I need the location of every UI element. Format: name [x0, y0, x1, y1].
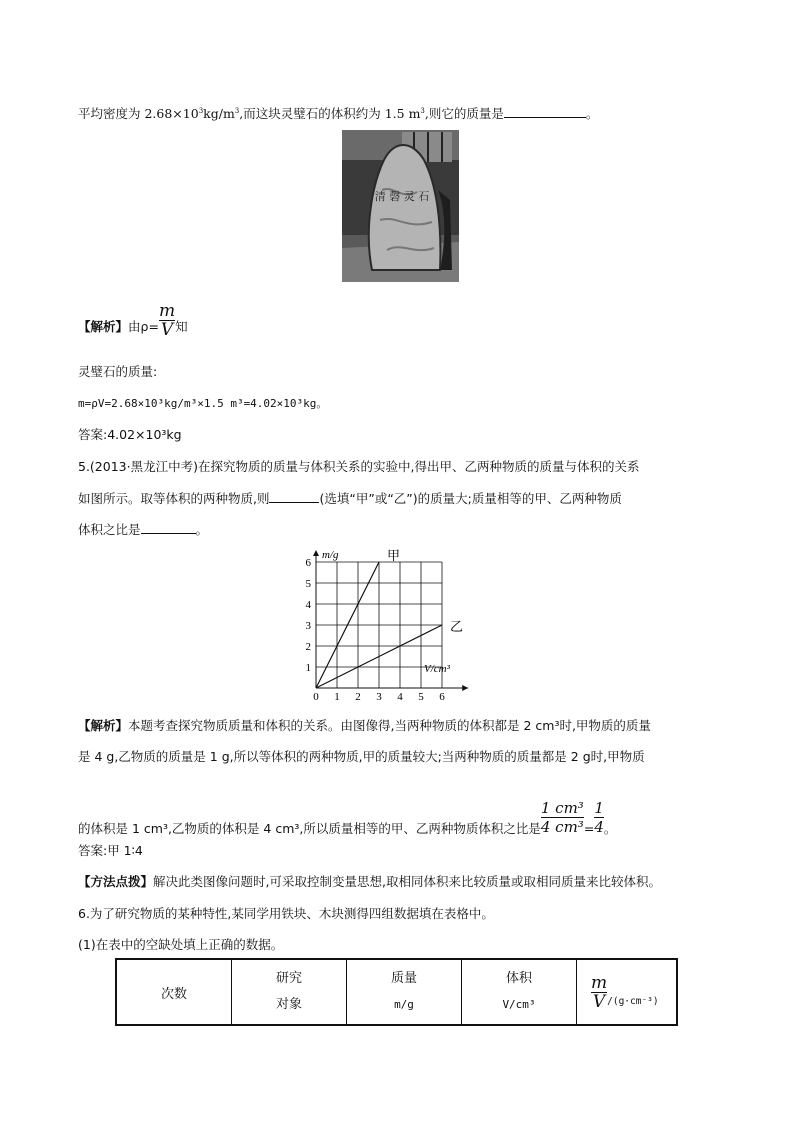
q4-unit-text: kg/m — [203, 106, 235, 121]
end-punct: 。 — [603, 821, 617, 836]
x-tick-label: 5 — [418, 691, 424, 703]
fraction-denominator: 4 — [594, 818, 604, 836]
analysis2-line3 — [78, 799, 617, 848]
y-tick-label: 1 — [305, 662, 311, 674]
fraction-numerator: m — [158, 301, 176, 321]
analysis2-text-3: 的体积是 1 cm³,乙物质的体积是 4 cm³,所以质量相等的甲、乙两种物质体积之比是 — [78, 821, 541, 836]
header-mass — [347, 959, 462, 1025]
q5-blank-2[interactable] — [141, 521, 196, 534]
q5-line2-pre: 如图所示。取等体积的两种物质,则 — [78, 491, 270, 506]
lingbi-stone-photo — [342, 130, 459, 282]
analysis-tag: 【解析】 — [78, 718, 129, 733]
fraction-numerator: m — [591, 972, 608, 993]
analysis1-text-tail: 知 — [175, 319, 188, 334]
x-tick-label: 0 — [313, 691, 319, 703]
q5-line2 — [78, 490, 622, 507]
q4-density-text: 平均密度为 2.68×10 — [78, 106, 199, 121]
header-volume — [462, 959, 577, 1025]
equals-sign: = — [583, 821, 595, 836]
q4-volume-text: ,而这块灵璧石的体积约为 1.5 m — [239, 106, 421, 121]
header-density — [577, 959, 678, 1025]
analysis-tag: 【解析】 — [78, 319, 129, 334]
header-object-line2: 对象 — [275, 997, 302, 1012]
fraction-denominator: V — [160, 320, 174, 340]
q5-line3-pre: 体积之比是 — [78, 522, 141, 537]
exponent: 3 — [198, 107, 204, 115]
exponent: 3 — [420, 107, 425, 115]
q6-data-table — [115, 958, 678, 1026]
q6-line1: 6.为了研究物质的某种特性,某同学用铁块、木块测得四组数据填在表格中。 — [78, 906, 494, 921]
fraction-numerator: 1 cm³ — [540, 799, 584, 817]
series-label-jia: 甲 — [387, 549, 401, 564]
density-ratio-fraction — [591, 974, 607, 1011]
header-object — [232, 959, 347, 1025]
header-object-line1: 研究 — [275, 971, 302, 986]
exponent: 3 — [234, 107, 240, 115]
mass-volume-chart — [300, 548, 500, 703]
density-unit: /(g·cm⁻³) — [607, 995, 659, 1007]
header-count: 次数 — [116, 959, 232, 1025]
y-tick-label: 3 — [305, 620, 311, 632]
chart-ticks — [306, 557, 446, 703]
x-tick-label: 6 — [439, 691, 445, 703]
analysis2-text-1: 本题考查探究物质质量和体积的关系。由图像得,当两种物质的体积都是 2 cm³时,甲物质的质量 — [128, 718, 651, 733]
y-axis-arrow — [313, 550, 319, 556]
series-label-yi: 乙 — [450, 620, 464, 635]
header-mass-unit: m/g — [394, 998, 414, 1011]
analysis1-line — [78, 301, 188, 340]
fraction-denominator: 4 cm³ — [540, 818, 584, 836]
q5-line3 — [78, 521, 208, 538]
y-tick-label: 4 — [305, 599, 311, 611]
q4-end-punct: 。 — [585, 106, 599, 121]
x-tick-label: 4 — [397, 691, 403, 703]
method-tag: 【方法点拨】 — [78, 874, 154, 889]
method-tip — [78, 874, 661, 890]
x-axis-arrow — [462, 685, 468, 691]
analysis1-text: 由ρ= — [128, 319, 159, 334]
answer-q4: 答案:4.02×10³kg — [78, 427, 182, 442]
q5-line3-post: 。 — [195, 522, 209, 537]
mass-calculation: m=ρV=2.68×10³kg/m³×1.5 m³=4.02×10³kg。 — [78, 397, 328, 410]
q6-line2: (1)在表中的空缺处填上正确的数据。 — [78, 937, 284, 952]
volume-ratio-fraction — [541, 799, 584, 836]
q4-question-text: ,则它的质量是 — [424, 106, 504, 121]
y-tick-label: 5 — [305, 578, 311, 590]
x-tick-label: 2 — [355, 691, 361, 703]
header-mass-line1: 质量 — [390, 971, 417, 986]
header-volume-line1: 体积 — [505, 971, 532, 986]
x-tick-label: 3 — [376, 691, 382, 703]
fraction-numerator: 1 — [594, 799, 604, 817]
q5-blank-1[interactable] — [269, 490, 319, 503]
y-tick-label: 6 — [305, 557, 311, 569]
mass-label: 灵璧石的质量: — [78, 364, 158, 379]
q4-answer-blank[interactable] — [504, 105, 586, 118]
q4-text-line — [78, 103, 598, 122]
simplified-fraction — [594, 799, 604, 836]
x-tick-label: 1 — [334, 691, 340, 703]
analysis2-line2: 是 4 g,乙物质的质量是 1 g,所以等体积的两种物质,甲的质量较大;当两种物质的质量都是 2 g时,甲物质 — [78, 749, 645, 764]
table-header-row — [116, 959, 677, 1025]
header-volume-unit: V/cm³ — [502, 998, 536, 1011]
method-text: 解决此类图像问题时,可采取控制变量思想,取相同体积来比较质量或取相同质量来比较体积。 — [153, 874, 661, 889]
density-fraction — [159, 302, 175, 339]
x-axis-label: V/cm³ — [424, 663, 450, 675]
q5-line2-post: (选填“甲”或“乙”)的质量大;质量相等的甲、乙两种物质 — [319, 491, 622, 506]
fraction-denominator: V — [592, 991, 606, 1012]
q5-line1: 5.(2013·黑龙江中考)在探究物质的质量与体积关系的实验中,得出甲、乙两种物质的质量与体积的关系 — [78, 459, 640, 474]
y-axis-label: m/g — [322, 549, 339, 561]
stone-inscription: 清 磬 灵 石 — [374, 190, 430, 203]
y-tick-label: 2 — [305, 641, 311, 653]
answer-q5: 答案:甲 1∶4 — [78, 843, 143, 858]
analysis2-line1 — [78, 718, 651, 734]
